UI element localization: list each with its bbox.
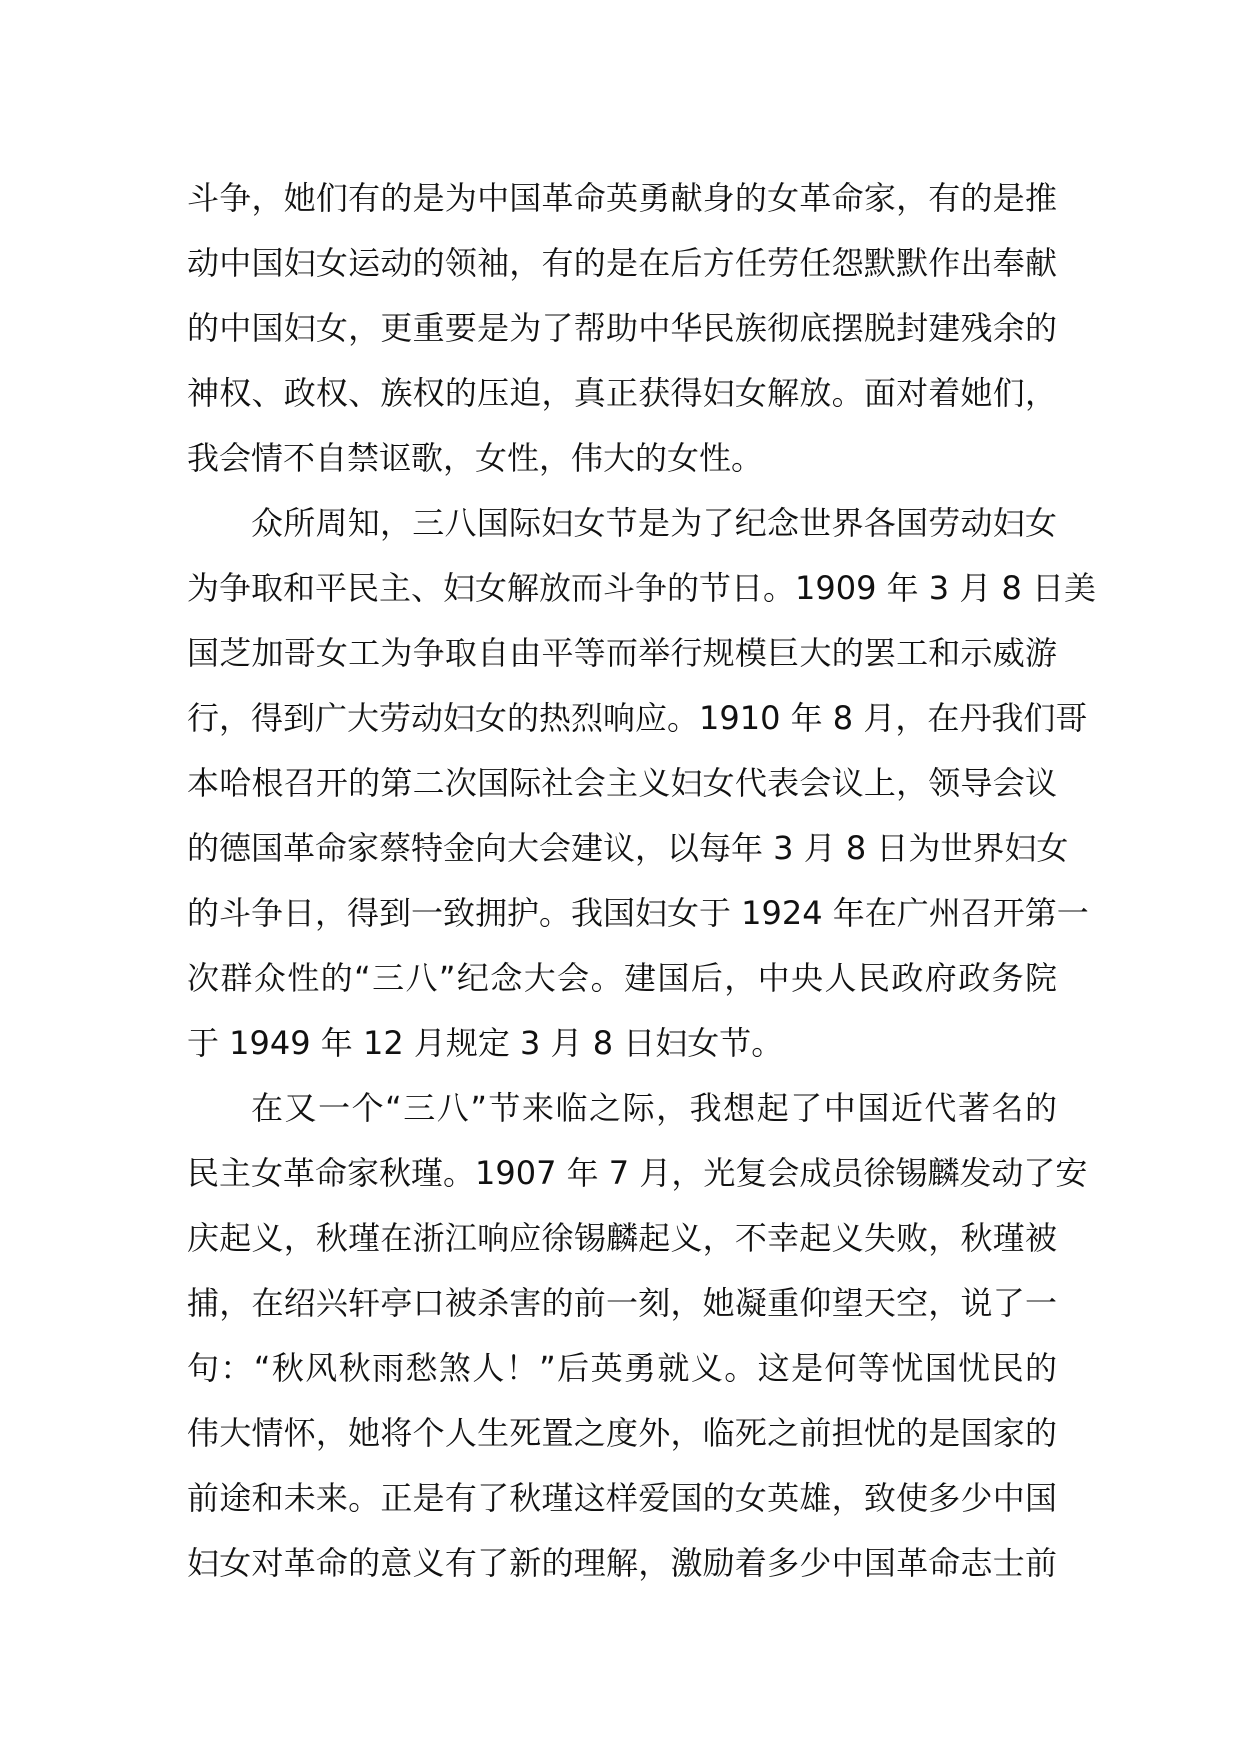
text-line: 妇女对革命的意义有了新的理解，激励着多少中国革命志士前 — [187, 1544, 1057, 1582]
text-line: 庆起义，秋瑾在浙江响应徐锡麟起义，不幸起义失败，秋瑾被 — [187, 1219, 1057, 1257]
text-line: 于 1949 年 12 月规定 3 月 8 日妇女节。 — [187, 1024, 784, 1062]
text-line: 次群众性的“三八”纪念大会。建国后，中央人民政府政务院 — [187, 959, 1057, 997]
text-line: 动中国妇女运动的领袖，有的是在后方任劳任怨默默作出奉献 — [187, 244, 1057, 282]
text-line: 句：“秋风秋雨愁煞人！”后英勇就义。这是何等忧国忧民的 — [187, 1349, 1057, 1387]
text-line: 民主女革命家秋瑾。1907 年 7 月，光复会成员徐锡麟发动了安 — [187, 1154, 1088, 1192]
body-text — [187, 166, 1097, 1596]
text-line: 在又一个“三八”节来临之际，我想起了中国近代著名的 — [251, 1089, 1057, 1127]
text-line: 我会情不自禁讴歌，女性，伟大的女性。 — [187, 439, 764, 477]
text-line: 神权、政权、族权的压迫，真正获得妇女解放。面对着她们， — [187, 374, 1057, 412]
text-line: 本哈根召开的第二次国际社会主义妇女代表会议上，领导会议 — [187, 764, 1057, 802]
text-line: 的德国革命家蔡特金向大会建议，以每年 3 月 8 日为世界妇女 — [187, 829, 1069, 867]
text-line: 行，得到广大劳动妇女的热烈响应。1910 年 8 月，在丹我们哥 — [187, 699, 1088, 737]
text-line: 国芝加哥女工为争取自由平等而举行规模巨大的罢工和示威游 — [187, 634, 1057, 672]
text-line: 众所周知，三八国际妇女节是为了纪念世界各国劳动妇女 — [251, 504, 1057, 542]
text-line: 斗争，她们有的是为中国革命英勇献身的女革命家，有的是推 — [187, 179, 1057, 217]
text-line: 的斗争日，得到一致拥护。我国妇女于 1924 年在广州召开第一 — [187, 894, 1089, 932]
text-line: 为争取和平民主、妇女解放而斗争的节日。1909 年 3 月 8 日美 — [187, 569, 1097, 607]
text-line: 前途和未来。正是有了秋瑾这样爱国的女英雄，致使多少中国 — [187, 1479, 1057, 1517]
text-line: 伟大情怀，她将个人生死置之度外，临死之前担忧的是国家的 — [187, 1414, 1057, 1452]
text-line: 的中国妇女，更重要是为了帮助中华民族彻底摆脱封建残余的 — [187, 309, 1057, 347]
text-line: 捕，在绍兴轩亭口被杀害的前一刻，她凝重仰望天空，说了一 — [187, 1284, 1057, 1322]
